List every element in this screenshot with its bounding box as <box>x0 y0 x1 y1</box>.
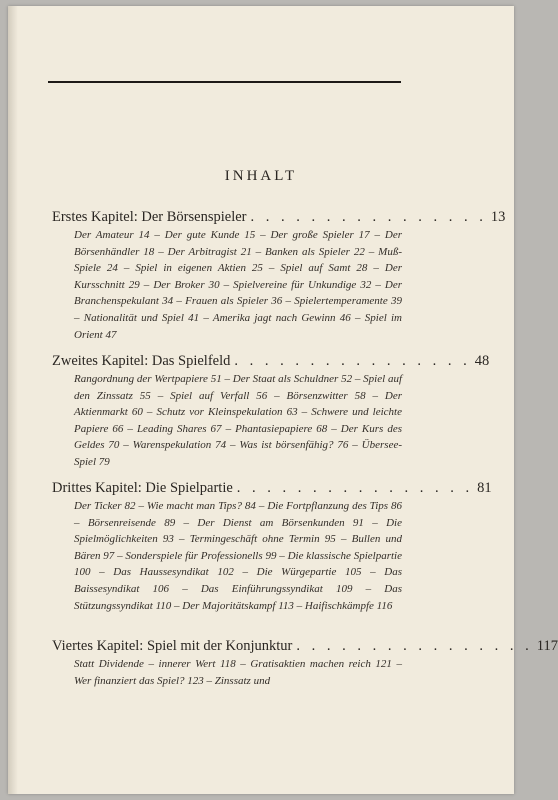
chapter-line <box>52 351 490 371</box>
page-heading: INHALT <box>224 168 298 184</box>
leader-dots: . . . . . . . . . . . . . . . . <box>250 209 487 225</box>
chapter-line <box>52 636 558 656</box>
chapter-title: Erstes Kapitel: Der Börsenspieler <box>52 209 247 225</box>
chapter-line <box>52 478 492 498</box>
chapter-entry-3 <box>52 478 492 614</box>
chapter-page-number: 13 <box>490 209 506 225</box>
chapter-contents: Statt Dividende – innerer Wert 118 – Gratisaktien machen reich 121 – Wer finanziert das Spiel? 123 – Zinssatz und <box>74 658 402 687</box>
chapter-contents: Der Ticker 82 – Wie macht man Tips? 84 – Die Fortpflanzung des Tips 86 – Börsenreisende 89 – Der Dienst am Börsenkunden 91 – Die Spielmöglichkeiten 93 – Termingeschäft ohne Termin 95 – Bullen und Bären 97 – Sonderspiele für Professionells 99 – Die klassische Spielpartie 100 – Das Haussesyndikat 102 – Die Würgepartie 105 – Das Baissesyndikat 106 – Das Einführungssyndikat 109 – Das Stützungssyndikat 110 – Der Majoritätskampf 113 – Haifischkämpfe 116 <box>74 500 402 612</box>
chapter-page-number: 117 <box>536 638 558 654</box>
chapter-title: Drittes Kapitel: Die Spielpartie <box>52 480 233 496</box>
chapter-page-number: 81 <box>477 480 492 496</box>
chapter-entry-1 <box>52 207 506 343</box>
chapter-title: Zweites Kapitel: Das Spielfeld <box>52 353 231 369</box>
leader-dots: . . . . . . . . . . . . . . . . <box>296 638 533 654</box>
leader-dots: . . . . . . . . . . . . . . . . <box>236 480 474 496</box>
leader-dots: . . . . . . . . . . . . . . . . <box>234 353 471 369</box>
chapter-line <box>52 207 506 227</box>
chapter-entry-4 <box>52 636 558 689</box>
chapter-contents: Der Amateur 14 – Der gute Kunde 15 – Der große Spieler 17 – Der Börsenhändler 18 – Der Arbitragist 21 – Banken als Spieler 22 – Muß-Spiele 24 – Spiel in eigenen Aktien 25 – Spiel auf Samt 28 – Der Kursschnitt 29 – Der Broker 30 – Spielvereine für Unkundige 32 – Der Branchenspekulant 34 – Frauen als Spieler 36 – Spielertemperamente 39 – Nationalität und Spiel 41 – Amerika jagt nach Gewinn 46 – Spiel im Orient 47 <box>74 229 402 341</box>
chapter-contents: Rangordnung der Wertpapiere 51 – Der Staat als Schuldner 52 – Spiel auf den Zinssatz 55 – Spiel auf Verfall 56 – Börsenzwitter 58 – Der Aktienmarkt 60 – Schutz vor Kleinspekulation 63 – Schwere und leichte Papiere 66 – Leading Shares 67 – Phantasiepapiere 68 – Der Kurs des Geldes 70 – Warenspekulation 74 – Was ist börsenfähig? 76 – Übersee-Spiel 79 <box>74 373 402 468</box>
book-page <box>8 6 558 794</box>
chapter-entry-2 <box>52 351 490 471</box>
chapter-title: Viertes Kapitel: Spiel mit der Konjunktur <box>52 638 293 654</box>
top-rule <box>48 81 401 83</box>
chapter-page-number: 48 <box>474 353 490 369</box>
